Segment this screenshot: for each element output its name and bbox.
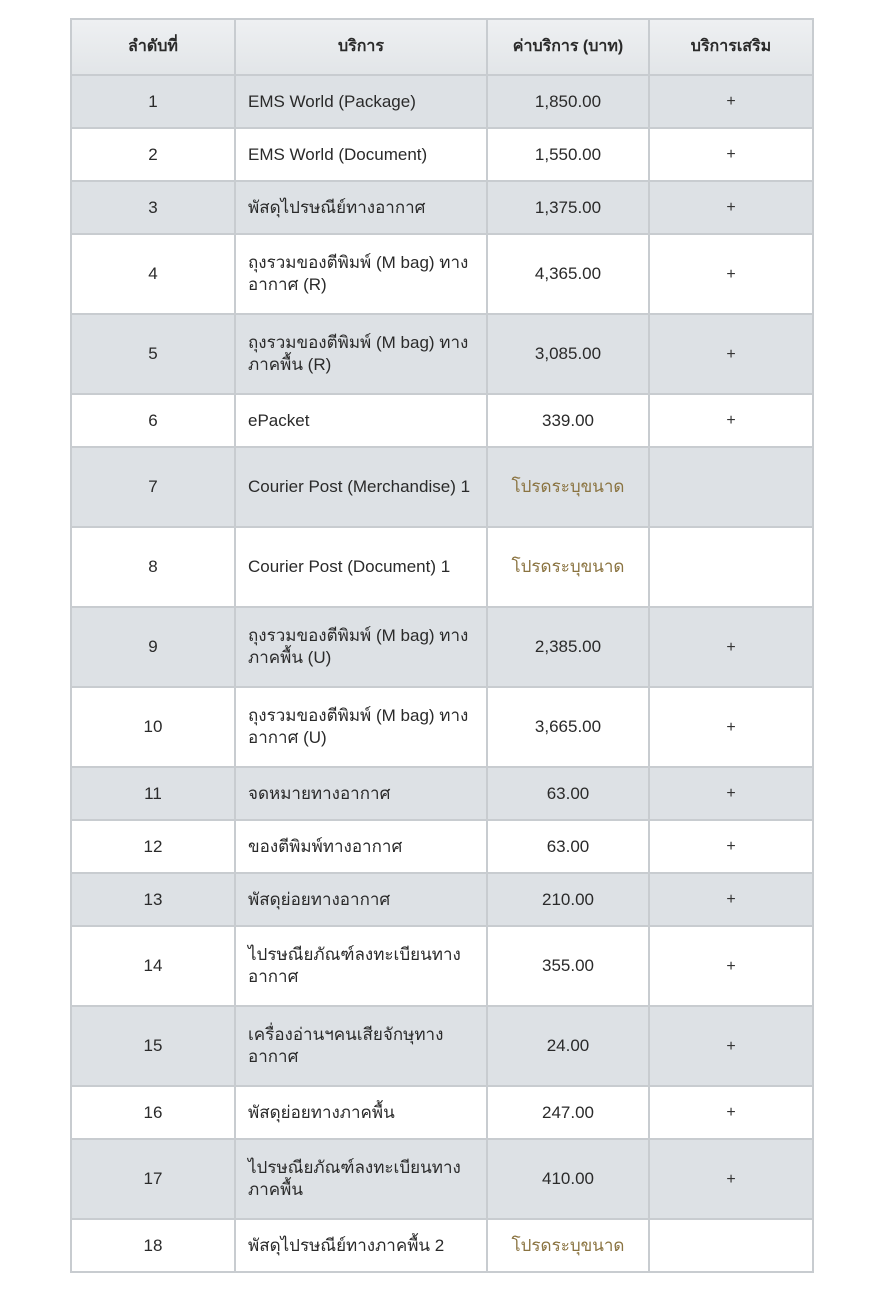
- row-number-text: 7: [148, 477, 158, 496]
- row-extra-service: [649, 75, 813, 128]
- row-number: [71, 820, 235, 873]
- row-extra-service-text[interactable]: +: [726, 199, 736, 216]
- row-price: [487, 181, 649, 234]
- row-price-text: 210.00: [542, 889, 594, 909]
- row-price-text: โปรดระบุขนาด: [511, 477, 625, 496]
- row-extra-service-text[interactable]: +: [726, 957, 736, 975]
- table-row: [71, 926, 813, 1006]
- row-price: [487, 1139, 649, 1219]
- row-service-name: [235, 926, 487, 1006]
- row-price: [487, 394, 649, 447]
- row-price: [487, 128, 649, 181]
- row-extra-service: [649, 687, 813, 767]
- row-number-text: 14: [143, 956, 163, 975]
- table-row: [71, 128, 813, 181]
- row-number-text: 12: [143, 836, 163, 856]
- row-number: [71, 234, 235, 314]
- header-row: [71, 19, 813, 75]
- row-extra-service-text[interactable]: +: [726, 891, 736, 908]
- row-service-name-text: ไปรษณียภัณฑ์ลงทะเบียนทาง อากาศ: [248, 945, 461, 986]
- row-price-text: โปรดระบุขนาด: [511, 1235, 625, 1255]
- row-service-name: [235, 75, 487, 128]
- row-price: [487, 75, 649, 128]
- row-price: [487, 607, 649, 687]
- row-extra-service: [649, 527, 813, 607]
- row-extra-service: [649, 1006, 813, 1086]
- row-price-text: 339.00: [542, 410, 594, 430]
- row-extra-service-text[interactable]: +: [726, 412, 736, 429]
- row-price-text: 355.00: [542, 956, 594, 975]
- row-extra-service: [649, 607, 813, 687]
- row-service-name-text: EMS World (Package): [248, 91, 416, 111]
- row-price-text: 1,850.00: [534, 91, 602, 111]
- row-number: [71, 607, 235, 687]
- row-extra-service-text[interactable]: +: [726, 265, 736, 283]
- row-number: [71, 767, 235, 820]
- row-price-text: 1,375.00: [534, 197, 602, 217]
- row-number-text: 9: [148, 637, 158, 656]
- row-service-name-text: Courier Post (Merchandise) 1: [248, 477, 471, 496]
- row-price: [487, 314, 649, 394]
- row-price-text: 2,385.00: [534, 637, 602, 656]
- row-service-name: [235, 1139, 487, 1219]
- row-service-name-text: พัสดุไปรษณีย์ทางอากาศ: [248, 197, 426, 217]
- row-number: [71, 1139, 235, 1219]
- row-price-text: 63.00: [546, 783, 590, 803]
- row-number: [71, 687, 235, 767]
- row-service-name: [235, 394, 487, 447]
- row-extra-service: [649, 234, 813, 314]
- row-price: [487, 447, 649, 527]
- row-service-name: [235, 314, 487, 394]
- row-extra-service: [649, 1219, 813, 1272]
- row-extra-service: [649, 767, 813, 820]
- row-service-name-text: Courier Post (Document) 1: [248, 557, 451, 576]
- row-service-name: [235, 1006, 487, 1086]
- row-number: [71, 1219, 235, 1272]
- row-service-name: [235, 128, 487, 181]
- row-service-name-text: พัสดุไปรษณีย์ทางภาคพื้น 2: [248, 1235, 445, 1255]
- row-service-name: [235, 820, 487, 873]
- table-row: [71, 873, 813, 926]
- row-service-name: [235, 607, 487, 687]
- row-number-text: 2: [148, 144, 158, 164]
- row-extra-service: [649, 128, 813, 181]
- row-extra-service-text[interactable]: +: [726, 638, 736, 656]
- row-extra-service-text[interactable]: +: [726, 93, 736, 110]
- row-number-text: 8: [148, 557, 158, 576]
- row-price: [487, 873, 649, 926]
- table-row: [71, 1219, 813, 1272]
- row-number: [71, 394, 235, 447]
- table-row: [71, 607, 813, 687]
- row-number-text: 15: [143, 1036, 163, 1055]
- row-number: [71, 447, 235, 527]
- table-row: [71, 75, 813, 128]
- table-body: [71, 75, 813, 1272]
- row-number: [71, 527, 235, 607]
- header-number: ลำดับที่: [71, 19, 235, 75]
- row-number: [71, 75, 235, 128]
- row-extra-service: [649, 1086, 813, 1139]
- rates-table-container: [70, 18, 812, 1273]
- row-price-text: 3,665.00: [534, 717, 602, 736]
- row-price: [487, 926, 649, 1006]
- row-extra-service: [649, 1139, 813, 1219]
- row-number: [71, 1006, 235, 1086]
- row-number: [71, 181, 235, 234]
- row-service-name-text: ถุงรวมของตีพิมพ์ (M bag) ทางภาคพื้น (U): [248, 626, 469, 667]
- row-extra-service-text[interactable]: +: [726, 1104, 736, 1121]
- table-row: [71, 767, 813, 820]
- row-service-name: [235, 1086, 487, 1139]
- table-header: [71, 19, 813, 75]
- row-number: [71, 926, 235, 1006]
- row-extra-service-text[interactable]: +: [726, 718, 736, 736]
- row-price: [487, 527, 649, 607]
- row-extra-service-text[interactable]: +: [726, 1037, 736, 1055]
- row-number-text: 16: [143, 1102, 163, 1122]
- row-price: [487, 1219, 649, 1272]
- row-price: [487, 820, 649, 873]
- row-number: [71, 873, 235, 926]
- row-service-name: [235, 767, 487, 820]
- row-price-text: 63.00: [546, 836, 590, 856]
- row-number-text: 3: [148, 197, 158, 217]
- table-row: [71, 687, 813, 767]
- table-row: [71, 527, 813, 607]
- row-price: [487, 1086, 649, 1139]
- row-price-text: 247.00: [542, 1102, 594, 1122]
- row-price-text: 3,085.00: [534, 344, 602, 363]
- row-price: [487, 767, 649, 820]
- row-number-text: 4: [148, 264, 158, 283]
- row-service-name: [235, 873, 487, 926]
- row-service-name: [235, 527, 487, 607]
- row-price-text: 24.00: [546, 1036, 590, 1055]
- table-row: [71, 1139, 813, 1219]
- row-number-text: 1: [148, 91, 158, 111]
- row-extra-service-text[interactable]: +: [726, 838, 736, 855]
- row-extra-service: [649, 447, 813, 527]
- row-extra-service: [649, 394, 813, 447]
- row-number: [71, 1086, 235, 1139]
- table-row: [71, 181, 813, 234]
- row-service-name-text: พัสดุย่อยทางภาคพื้น: [248, 1102, 395, 1122]
- row-service-name-text: เครื่องอ่านฯคนเสียจักษุทาง อากาศ: [248, 1025, 444, 1066]
- row-service-name: [235, 1219, 487, 1272]
- row-number-text: 5: [148, 344, 158, 363]
- row-number-text: 18: [143, 1235, 163, 1255]
- row-service-name-text: ถุงรวมของตีพิมพ์ (M bag) ทางอากาศ (R): [248, 253, 469, 294]
- row-extra-service: [649, 314, 813, 394]
- table-row: [71, 1086, 813, 1139]
- row-price: [487, 687, 649, 767]
- row-service-name-text: จดหมายทางอากาศ: [248, 783, 391, 803]
- row-service-name: [235, 447, 487, 527]
- row-extra-service: [649, 181, 813, 234]
- row-number-text: 13: [143, 889, 163, 909]
- header-price: ค่าบริการ (บาท): [487, 19, 649, 75]
- row-number-text: 11: [144, 783, 162, 803]
- row-service-name-text: พัสดุย่อยทางอากาศ: [248, 889, 391, 909]
- rates-table: [70, 18, 814, 1273]
- row-service-name-text: ถุงรวมของตีพิมพ์ (M bag) ทางภาคพื้น (R): [248, 333, 469, 374]
- row-extra-service-text[interactable]: +: [726, 785, 736, 802]
- row-price-text: 1,550.00: [534, 144, 602, 164]
- row-price-text: โปรดระบุขนาด: [511, 557, 625, 576]
- table-row: [71, 447, 813, 527]
- row-number-text: 10: [143, 717, 163, 736]
- row-extra-service: [649, 926, 813, 1006]
- row-price-text: 410.00: [542, 1169, 594, 1188]
- row-service-name-text: EMS World (Document): [248, 144, 428, 164]
- row-price: [487, 1006, 649, 1086]
- table-row: [71, 234, 813, 314]
- row-extra-service: [649, 820, 813, 873]
- row-number-text: 6: [148, 410, 158, 430]
- table-row: [71, 394, 813, 447]
- row-number: [71, 314, 235, 394]
- table-row: [71, 314, 813, 394]
- row-price: [487, 234, 649, 314]
- row-extra-service: [649, 873, 813, 926]
- row-extra-service-text[interactable]: +: [726, 146, 736, 163]
- table-row: [71, 1006, 813, 1086]
- row-service-name: [235, 687, 487, 767]
- row-service-name-text: ถุงรวมของตีพิมพ์ (M bag) ทางอากาศ (U): [248, 706, 469, 747]
- table-row: [71, 820, 813, 873]
- row-extra-service-text[interactable]: +: [726, 345, 736, 363]
- row-service-name: [235, 234, 487, 314]
- row-service-name-text: ไปรษณียภัณฑ์ลงทะเบียนทาง ภาคพื้น: [248, 1158, 461, 1199]
- row-service-name: [235, 181, 487, 234]
- row-extra-service-text[interactable]: +: [726, 1170, 736, 1188]
- row-price-text: 4,365.00: [534, 264, 602, 283]
- row-service-name-text: ePacket: [248, 410, 310, 430]
- row-service-name-text: ของตีพิมพ์ทางอากาศ: [248, 836, 403, 856]
- row-number-text: 17: [143, 1169, 163, 1188]
- header-service: บริการ: [235, 19, 487, 75]
- row-number: [71, 128, 235, 181]
- header-extra-service: บริการเสริม: [649, 19, 813, 75]
